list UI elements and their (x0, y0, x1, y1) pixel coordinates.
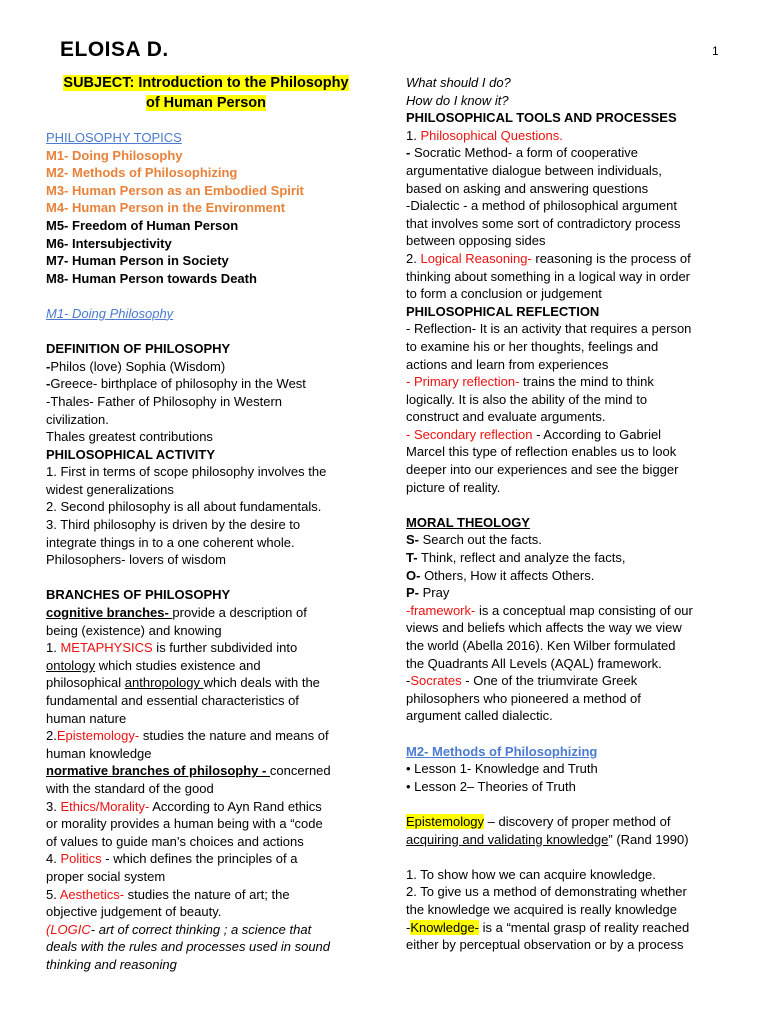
reflection-line: actions and learn from experiences (406, 356, 609, 372)
primary-reflection-line: - Primary reflection- trains the mind to think (406, 374, 654, 390)
logical-reasoning-line: to form a conclusion or judgement (406, 286, 602, 302)
framework-line: the Quadrants All Levels (AQAL) framework. (406, 655, 662, 671)
definition-line: -Greece- birthplace of philosophy in the West (46, 376, 306, 392)
subject-heading (46, 74, 366, 113)
logical-reasoning-line: 2. Logical Reasoning- reasoning is the process of (406, 250, 691, 266)
left-column (46, 74, 366, 974)
author-name: ELOISA D. (60, 38, 169, 61)
epistemology-line: 2.Epistemology- studies the nature and means of (46, 728, 329, 744)
reflection-heading: PHILOSOPHICAL REFLECTION (406, 303, 600, 319)
framework-line: the world (Abella 2016). Ken Wilber formulated (406, 638, 676, 653)
logical-reasoning-line: thinking about something in a logical way in order (406, 268, 691, 284)
page-number: 1 (712, 44, 719, 58)
topic-item: M6- Intersubjectivity (46, 235, 172, 251)
philosophical-questions-line: 1. Philosophical Questions. (406, 127, 563, 143)
socrates-line: argument called dialectic. (406, 708, 553, 724)
cognitive-line: being (existence) and knowing (46, 622, 222, 638)
knowledge-line: either by perceptual observation or by a process (406, 937, 684, 953)
stop-item: T- Think, reflect and analyze the facts, (406, 550, 626, 566)
topic-item: M3- Human Person as an Embodied Spirit (46, 182, 304, 198)
activity-line: integrate things in to a one coherent whole. (46, 534, 295, 550)
topic-item: M1- Doing Philosophy (46, 147, 183, 163)
framework-line: -framework- is a conceptual map consisting of our (406, 602, 693, 618)
question-line: How do I know it? (406, 92, 509, 108)
topic-item: M4- Human Person in the Environment (46, 200, 286, 216)
socratic-line: - Socratic Method- a form of cooperative (406, 145, 638, 161)
definition-line: -Thales- Father of Philosophy in Western (46, 393, 283, 409)
activity-line: 2. Second philosophy is all about fundamentals. (46, 499, 322, 515)
topic-item: M8- Human Person towards Death (46, 270, 257, 286)
normative-line: with the standard of the good (46, 780, 214, 796)
reflection-line: to examine his or her thoughts, feelings and (406, 338, 659, 354)
anthropology-line: fundamental and essential characteristics of (46, 693, 299, 708)
socrates-line: philosophers who pioneered a method of (406, 690, 641, 706)
aesthetics-line: objective judgement of beauty. (46, 904, 222, 920)
topic-item: M5- Freedom of Human Person (46, 217, 239, 233)
tools-heading: PHILOSOPHICAL TOOLS AND PROCESSES (406, 110, 677, 126)
logic-line: thinking and reasoning (46, 956, 177, 972)
anthropology-line: human nature (46, 710, 127, 726)
dialectic-line: between opposing sides (406, 233, 546, 249)
question-line: What should I do? (406, 75, 511, 90)
activity-line: widest generalizations (46, 481, 174, 497)
lesson-item: • Lesson 2– Theories of Truth (406, 778, 576, 794)
ethics-line: 3. Ethics/Morality- According to Ayn Rand ethics (46, 798, 322, 814)
cognitive-line: cognitive branches- provide a description of (46, 605, 307, 621)
politics-line: 4. Politics - which defines the principles of a (46, 851, 298, 867)
purpose-line: 2. To give us a method of demonstrating whether (406, 884, 687, 900)
epistemology-def-line: acquiring and validating knowledge” (Rand 1990) (406, 831, 689, 847)
reflection-line: - Reflection- It is an activity that requires a person (406, 321, 692, 337)
m1-heading: M1- Doing Philosophy (46, 305, 174, 321)
dialectic-line: -Dialectic - a method of philosophical argument (406, 198, 677, 214)
purpose-line: 1. To show how we can acquire knowledge. (406, 866, 656, 882)
aesthetics-line: 5. Aesthetics- studies the nature of art; the (46, 886, 290, 902)
subject-line-2: of Human Person (145, 94, 267, 111)
activity-heading: PHILOSOPHICAL ACTIVITY (46, 446, 216, 462)
anthropology-line: philosophical anthropology which deals with the (46, 675, 320, 691)
moral-theology-heading: MORAL THEOLOGY (406, 514, 530, 530)
topic-item: M7- Human Person in Society (46, 253, 229, 269)
topic-item: M2- Methods of Philosophizing (46, 165, 238, 181)
socratic-line: based on asking and answering questions (406, 180, 649, 196)
stop-item: O- Others, How it affects Others. (406, 567, 595, 583)
secondary-reflection-line: deeper into our experiences and see the bigger (406, 462, 679, 478)
primary-reflection-line: construct and evaluate arguments. (406, 409, 606, 425)
definition-line: Thales greatest contributions (46, 429, 213, 445)
activity-line: 1. First in terms of scope philosophy involves the (46, 464, 327, 480)
right-column (406, 74, 724, 954)
primary-reflection-line: logically. It is also the ability of the mind to (406, 391, 648, 407)
framework-line: views and beliefs which affects the way we view (406, 620, 682, 636)
secondary-reflection-line: - Secondary reflection - According to Gabriel (406, 426, 662, 442)
ontology-line: ontology which studies existence and (46, 657, 261, 673)
definition-heading: DEFINITION OF PHILOSOPHY (46, 341, 231, 357)
socratic-line: argumentative dialogue between individuals, (406, 162, 662, 178)
metaphysics-line: 1. METAPHYSICS is further subdivided into (46, 640, 298, 656)
secondary-reflection-line: picture of reality. (406, 479, 501, 495)
topics-heading: PHILOSOPHY TOPICS (46, 130, 182, 145)
ethics-line: of values to guide man’s choices and actions (46, 833, 304, 849)
politics-line: proper social system (46, 868, 166, 884)
ethics-line: or morality provides a human being with a “code (46, 816, 323, 832)
activity-line: Philosophers- lovers of wisdom (46, 552, 226, 568)
logic-line: (LOGIC- art of correct thinking ; a science that (46, 921, 312, 937)
stop-item: S- Search out the facts. (406, 532, 542, 548)
definition-line: -Philos (love) Sophia (Wisdom) (46, 358, 226, 374)
epistemology-def-line: Epistemology – discovery of proper method of (406, 813, 671, 829)
epistemology-line: human knowledge (46, 745, 152, 761)
definition-line: civilization. (46, 411, 109, 427)
m2-heading: M2- Methods of Philosophizing (406, 743, 598, 759)
lesson-item: • Lesson 1- Knowledge and Truth (406, 761, 598, 777)
stop-item: P- Pray (406, 585, 450, 601)
secondary-reflection-line: Marcel this type of reflection enables us to look (406, 444, 677, 460)
subject-line-1: SUBJECT: Introduction to the Philosophy (63, 75, 349, 91)
purpose-line: the knowledge we acquired is really knowledge (406, 901, 677, 917)
dialectic-line: that involves some sort of contradictory process (406, 215, 681, 231)
logic-line: deals with the rules and processes used in sound (46, 939, 331, 955)
normative-line: normative branches of philosophy - concerned (46, 763, 331, 779)
activity-line: 3. Third philosophy is driven by the desire to (46, 517, 301, 533)
socrates-line: -Socrates - One of the triumvirate Greek (406, 673, 638, 689)
knowledge-line: -Knowledge- is a “mental grasp of reality reached (406, 919, 690, 935)
branches-heading: BRANCHES OF PHILOSOPHY (46, 587, 231, 603)
